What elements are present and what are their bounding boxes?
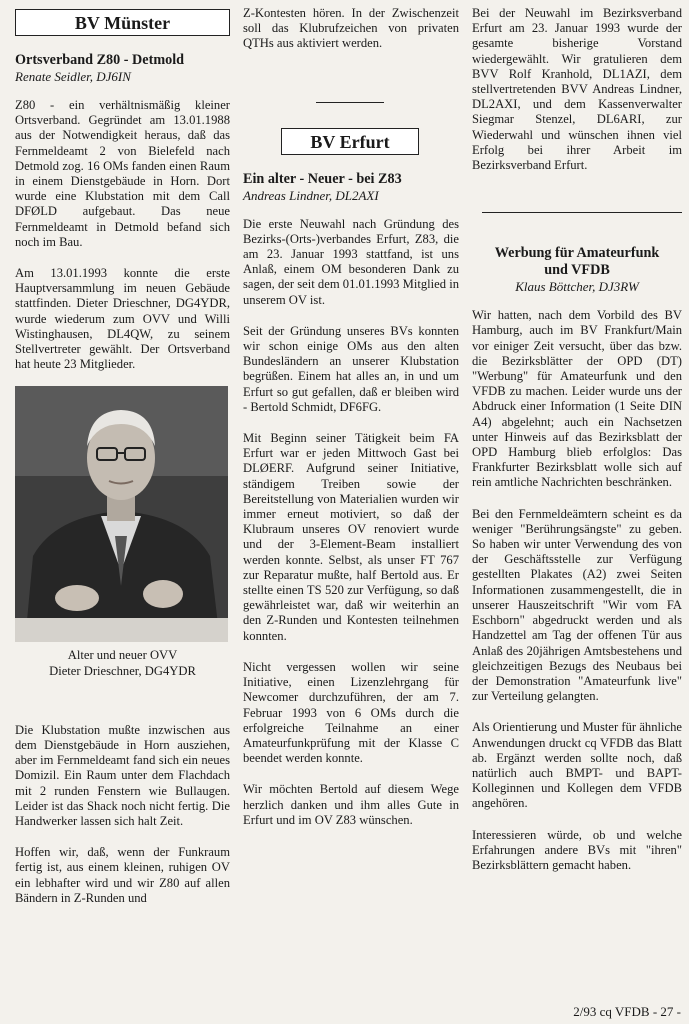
column-3: [472, 0, 682, 873]
portrait-image: [15, 386, 228, 642]
article-title: Ortsverband Z80 - Detmold: [15, 52, 185, 68]
title-line: Werbung für Amateurfunk: [494, 245, 660, 262]
column-1: [15, 0, 230, 906]
caption-line: Dieter Drieschner, DG4YDR: [49, 663, 196, 678]
paragraph: Z-Kontesten hören. In der Zwischenzeit soll das Klubrufzeichen von privaten QTHs aus aktiviert werden.: [243, 6, 459, 51]
paragraph: Nicht vergessen wollen wir seine Initiative, einen Lizenzlehrgang für Newcomer durchzuführen, der am 7. Februar 1993 von 6 OMs durch die erfolgreiche Teilnahme an einer Amateurfunkprüfung mit der Klasse C beendet werden konnte.: [243, 659, 459, 766]
photo-caption: [15, 648, 230, 678]
paragraph: Hoffen wir, daß, wenn der Funkraum fertig ist, aus einem kleinen, ruhigen OV ein lebhafter wird und wir Z80 auf allen Bändern in Z-Runden und: [15, 845, 230, 905]
byline: Renate Seidler, DJ6IN: [15, 69, 131, 84]
paragraph: Am 13.01.1993 konnte die erste Hauptversammlung im neuen Gebäude stattfinden. Dieter Drieschner, DG4YDR, wurde wiederum zum OVV und Willi Wistinghausen, DL4QW, zu seinem Stellvertreter gewählt. Der Ortsverband hat heute 23 Mitglieder.: [15, 266, 230, 372]
article-title: [472, 245, 682, 279]
paragraph: Wir möchten Bertold auf diesem Wege herzlich danken und ihm alles Gute in Erfurt und im OV Z83 wünschen.: [243, 782, 459, 827]
paragraph: Die Klubstation mußte inzwischen aus dem Dienstgebäude in Horn ausziehen, aber im Fernmeldeamt fand sich ein neues Domizil. Ein Raum unter dem Flachdach mit 2 runden Fenstern wie Bullaugen. Leider ist das Shack noch nicht fertig. Die Handwerker lassen sich halt Zeit.: [15, 722, 230, 829]
column-2: [243, 0, 459, 828]
title-line: und VFDB: [544, 262, 610, 279]
paragraph: Interessieren würde, ob und welche Erfahrungen andere BVs mit "ihren" Bezirksblättern gemacht haben.: [472, 827, 682, 872]
paragraph: Mit Beginn seiner Tätigkeit beim FA Erfurt war er jeden Mittwoch Gast bei DLØERF. Aufgrund seiner Initiative, ständigem Treiben sowie der Bereitstellung von Materialien wurden wir immer erneut motiviert, so daß der Klubraum unseres OV renoviert wurde und der 3-Element-Beam installiert werden konnte. Selbst, als unser FT 767 zur Reparatur mußte, half Bertold aus. Er stellte einen TS 520 zur Verfügung, so daß gewährleistet war, daß wir weiterhin an den Z-Runden und Kontesten teilnehmen konnten.: [243, 431, 459, 643]
paragraph: Wir hatten, nach dem Vorbild des BV Hamburg, auch im BV Frankfurt/Main vor einiger Zeit versucht, über das bzw. die Bezirksblätter der OPD (DT) "Werbung" für Amateurfunk und den VFDB zu machen. Leider wurde uns der Abdruck einer Information (1 Seite DIN A4) abgelehnt; auch ein Nachsetzen unter Hinweis auf das Bezirksblatt der OPD Hamburg blieb erfolglos: Das Frankfurter Bezirksblatt wolle sich auf rein amtliche Nachrichten beschränken.: [472, 308, 682, 490]
paragraph: Seit der Gründung unseres BVs konnten wir schon einige OMs aus den alten Bundesländern an unserer Klubstation begrüßen. Einem hat alles an, in und um Erfurt so gut gefallen, daß er bleiben wird - Bertold Schmidt, DF6FG.: [243, 323, 459, 414]
byline: Klaus Böttcher, DJ3RW: [515, 279, 639, 295]
paragraph: Z80 - ein verhältnismäßig kleiner Ortsverband. Gegründet am 13.01.1988 aus der Notwendigkeit heraus, daß das Fernmeldeamt 2 von Bielefeld nach Detmold zog. 16 OMs fanden einen Raum in einem Dienstgebäude in Horn. Dort wurde eine Klubstation mit dem Call DFØLD aufgebaut. Das neue Fernmeldeamt in Detmold befand sich noch im Bau.: [15, 98, 230, 249]
article-title: Ein alter - Neuer - bei Z83: [243, 170, 402, 187]
divider: [482, 212, 682, 213]
byline: Andreas Lindner, DL2AXI: [243, 187, 379, 203]
portrait-photo: [15, 386, 228, 642]
section-box-bv-muenster: BV Münster: [15, 9, 230, 36]
paragraph: Bei der Neuwahl im Bezirksverband Erfurt am 23. Januar 1993 wurde der gesamte bisherige Vorstand wiedergewählt. Wir gratulieren dem BVV Rolf Kranhold, DL1AZI, dem stellvertretenden BVV Andreas Lindner, DL2AXI, und dem Kassenverwalter Siegmar Stenzel, DL6ARI, zur Wiederwahl und wünschen ihnen viel Erfolg bei ihrer Arbeit im Bezirksverband Erfurt.: [472, 6, 682, 173]
page-footer: 2/93 cq VFDB - 27 -: [573, 1004, 681, 1019]
caption-line: Alter und neuer OVV: [67, 648, 178, 663]
divider: [316, 102, 384, 103]
section-box-bv-erfurt: BV Erfurt: [281, 128, 419, 155]
paragraph: Die erste Neuwahl nach Gründung des Bezirks-(Orts-)verbandes Erfurt, Z83, die am 23. Januar 1993 stattfand, ist uns Anlaß, einem OM besonderen Dank zu sagen, der seit dem 01.01.1993 Mitglied in unserem OV ist.: [243, 216, 459, 307]
paragraph: Bei den Fernmeldeämtern scheint es da weniger "Berührungsängste" zu geben. So haben wir unter Verwendung des von der Geschäftsstelle zur Verfügung gestellten Plakates (A2) zwei Seiten Informationen zusammengestellt, die in unserer Hauszeitschrift "Wir vom FA Eschborn" abgedruckt werden und als Handzettel am Tag der offenen Tür aus Anlaß des 20jährigen Amtsbestehens und gleichzeitigen Bezugs des Neubaus bei der Demonstration "Amateurfunk live" zur Verteilung gelangten.: [472, 506, 682, 704]
paragraph: Als Orientierung und Muster für ähnliche Anwendungen druckt cq VFDB das Blatt ab. Ergänzt werden sollte noch, daß natürlich auch BMPT- und BAPT-Kolleginnen und Kollegen dem VFDB angehören.: [472, 720, 682, 811]
